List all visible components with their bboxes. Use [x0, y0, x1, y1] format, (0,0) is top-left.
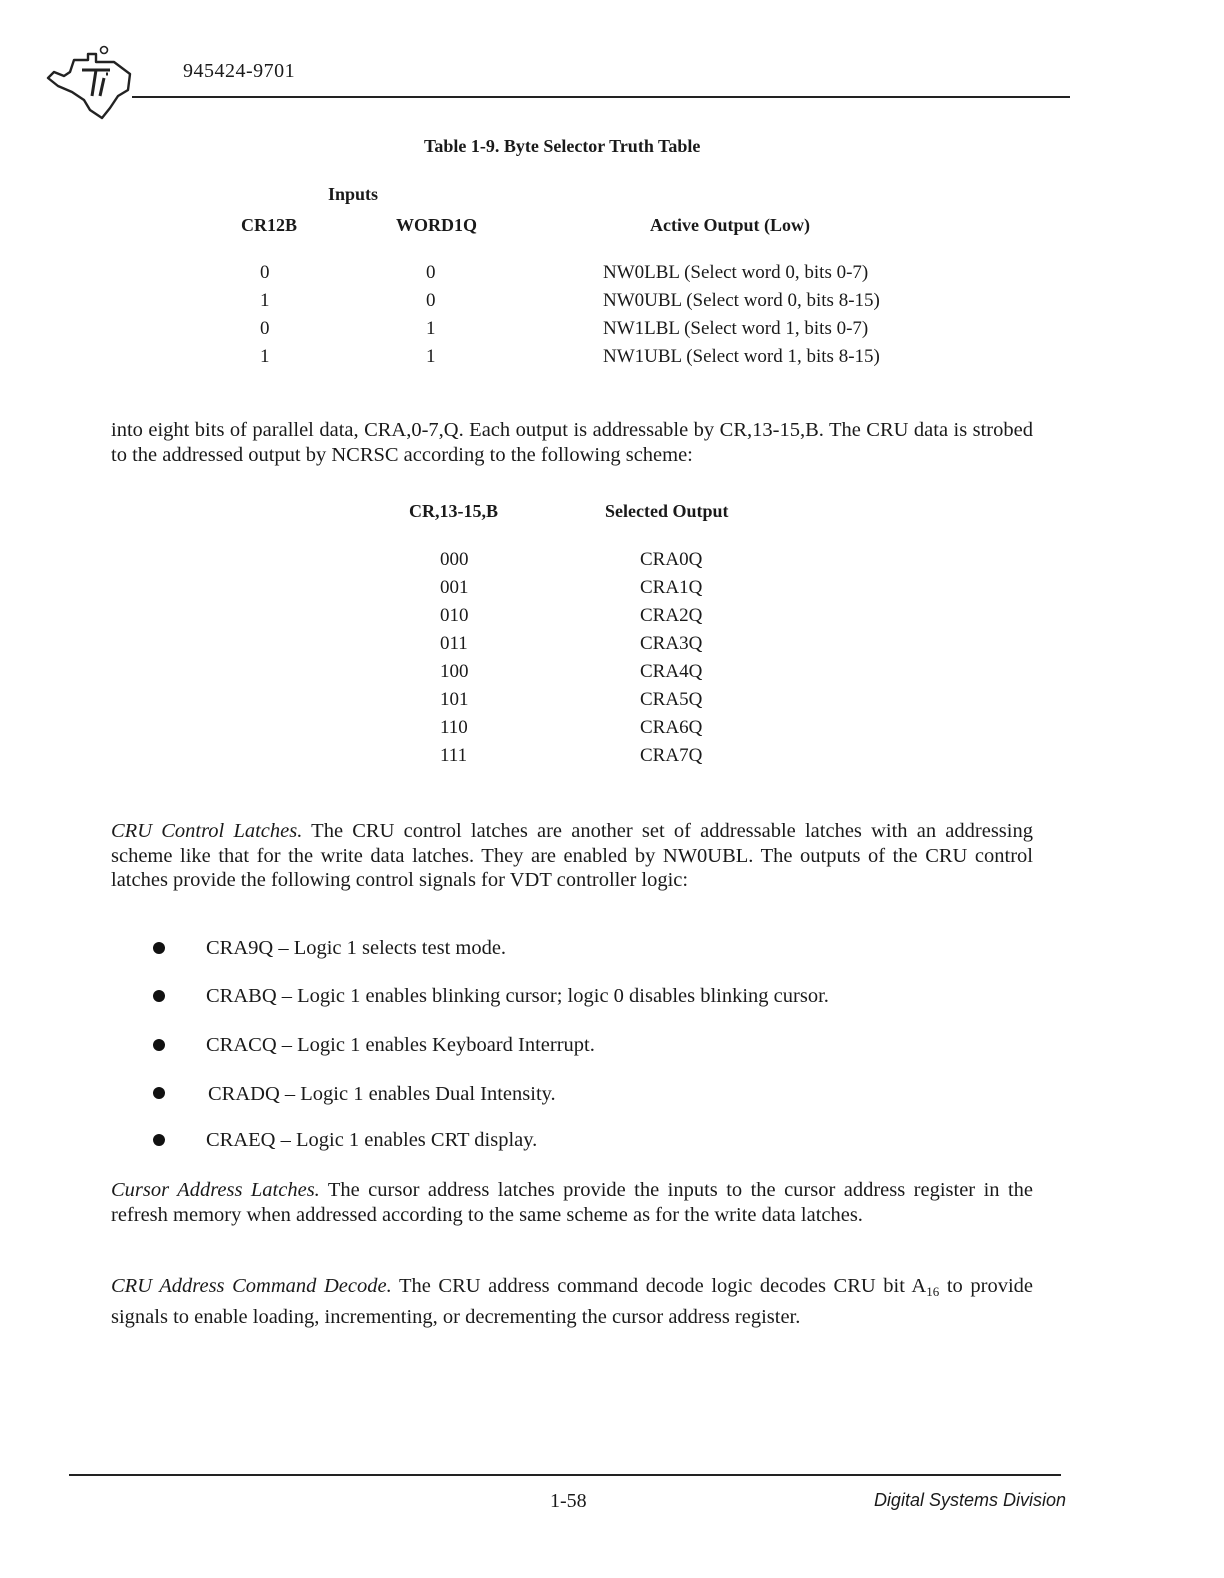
- page-number: 1-58: [550, 1490, 587, 1512]
- company-logo-icon: [44, 44, 136, 122]
- table-title: Table 1-9. Byte Selector Truth Table: [424, 136, 701, 156]
- subscript: 16: [926, 1284, 940, 1299]
- cru-address-command-decode-paragraph: [111, 1274, 1033, 1329]
- table2-cell: CRA6Q: [640, 717, 703, 738]
- bullet-item: CRAEQ – Logic 1 enables CRT display.: [206, 1129, 538, 1151]
- table2-cell: 000: [440, 549, 469, 570]
- table2-cell: CRA4Q: [640, 661, 703, 682]
- col-header-selected-output: Selected Output: [605, 501, 729, 521]
- table1-cell: 0: [426, 262, 436, 283]
- table1-cell: NW1UBL (Select word 1, bits 8-15): [603, 346, 880, 367]
- table1-cell: NW0UBL (Select word 0, bits 8-15): [603, 290, 880, 311]
- table2-cell: 111: [440, 745, 468, 766]
- paragraph-heading: Cursor Address Latches.: [111, 1179, 320, 1201]
- body-paragraph: into eight bits of parallel data, CRA,0-7,Q. Each output is addressable by CR,13-15,B. The CRU data is strobed to the addressed output by NCRSC according to the following scheme:: [111, 419, 1033, 466]
- col-header-cr12b: CR12B: [241, 215, 298, 235]
- table2-cell: 110: [440, 717, 468, 738]
- table1-cell: NW1LBL (Select word 1, bits 0-7): [603, 318, 869, 339]
- table2-cell: CRA0Q: [640, 549, 703, 570]
- table1-cell: NW0LBL (Select word 0, bits 0-7): [603, 262, 869, 283]
- bullet-icon: [153, 1087, 165, 1099]
- bullet-item: CRABQ – Logic 1 enables blinking cursor; logic 0 disables blinking cursor.: [206, 985, 829, 1007]
- col-header-active-output: Active Output (Low): [650, 215, 810, 235]
- table2-cell: CRA2Q: [640, 605, 703, 626]
- table2-cell: 010: [440, 605, 469, 626]
- table2-cell: 001: [440, 577, 469, 598]
- table1-cell: 1: [260, 346, 270, 367]
- bullet-icon: [153, 942, 165, 954]
- col-header-cr-13-15-b: CR,13-15,B: [409, 501, 498, 521]
- cru-control-latches-paragraph: [111, 819, 1033, 893]
- col-header-word1q: WORD1Q: [396, 215, 477, 235]
- table1-cell: 0: [260, 318, 270, 339]
- table2-cell: 101: [440, 689, 469, 710]
- paragraph-body: The cursor address latches provide the inputs to the cursor address register in the refresh memory when addressed according to the same scheme as for the write data latches.: [111, 1179, 1033, 1226]
- table1-cell: 1: [426, 318, 436, 339]
- footer-rule: [69, 1474, 1061, 1476]
- bullet-icon: [153, 990, 165, 1002]
- table2-cell: 011: [440, 633, 468, 654]
- table2-cell: 100: [440, 661, 469, 682]
- table1-cell: 0: [260, 262, 270, 283]
- paragraph-body: The CRU address command decode logic decodes CRU bit A: [391, 1275, 927, 1297]
- table1-cell: 0: [426, 290, 436, 311]
- table2-cell: CRA7Q: [640, 745, 703, 766]
- table2-cell: CRA3Q: [640, 633, 703, 654]
- bullet-item: CRACQ – Logic 1 enables Keyboard Interrupt.: [206, 1034, 595, 1056]
- paragraph-heading: CRU Address Command Decode.: [111, 1275, 392, 1297]
- bullet-item: CRADQ – Logic 1 enables Dual Intensity.: [208, 1083, 556, 1105]
- bullet-icon: [153, 1134, 165, 1146]
- cursor-address-latches-paragraph: [111, 1178, 1033, 1227]
- division-name: Digital Systems Division: [873, 1490, 1066, 1510]
- bullet-item: CRA9Q – Logic 1 selects test mode.: [206, 937, 507, 959]
- document-number: 945424-9701: [183, 60, 296, 82]
- table1-cell: 1: [426, 346, 436, 367]
- table1-cell: 1: [260, 290, 270, 311]
- paragraph-heading: CRU Control Latches.: [111, 820, 303, 842]
- table2-cell: CRA1Q: [640, 577, 703, 598]
- table2-cell: CRA5Q: [640, 689, 703, 710]
- inputs-group-label: Inputs: [328, 184, 379, 204]
- paragraph-body: The CRU control latches are another set of addressable latches with an addressing scheme like that for the write data latches. They are enabled by NW0UBL. The outputs of the CRU control latches provide the following control signals for VDT controller logic:: [111, 820, 1033, 891]
- header-rule: [132, 96, 1070, 98]
- paragraph-body-cont: to provide signals to enable loading, incrementing, or decrementing the cursor address register.: [111, 1275, 1033, 1328]
- bullet-icon: [153, 1039, 165, 1051]
